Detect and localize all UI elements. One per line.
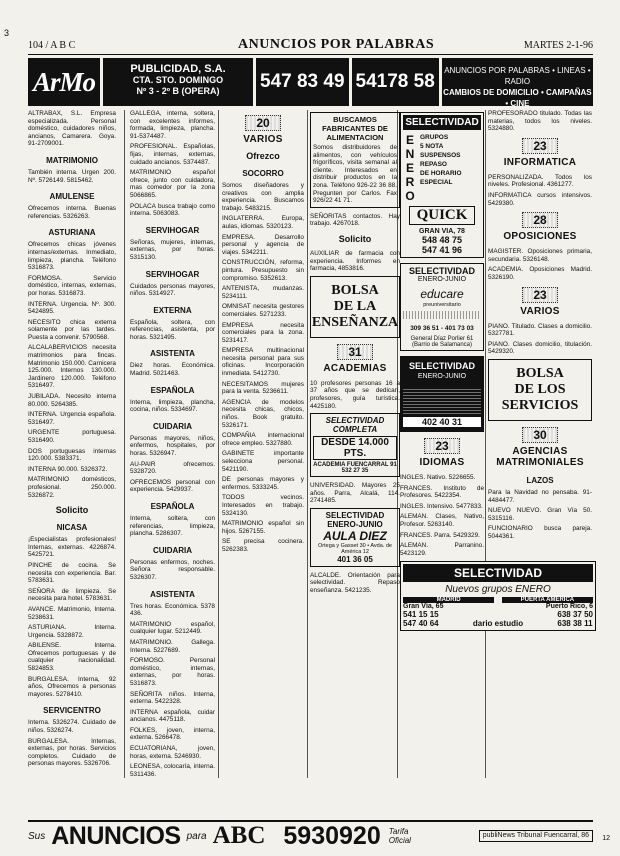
section-title: ANUNCIOS POR PALABRAS <box>238 37 435 52</box>
quick-phone: 547 41 96 <box>421 245 463 255</box>
classified-ad: MATRIMONIO domésticos, profesional. 250.000. 5326872. <box>28 476 116 499</box>
educare-ad <box>400 263 484 351</box>
section-name: AGENCIAS MATRIMONIALES <box>496 445 584 468</box>
column-divider <box>485 110 486 778</box>
footer-anuncios: ANUNCIOS <box>51 821 181 850</box>
classified-ad: COMPAÑIA internacional ofrece empleo. 5327880. <box>222 432 304 447</box>
boxed-ad <box>310 112 400 208</box>
ad-heading: SERVICENTRO <box>43 706 101 716</box>
subsection-title: Solicito <box>55 505 89 516</box>
selectividad-item: DE HORARIO <box>420 170 462 177</box>
classified-ad: ALEMAN. Parranino. 5423129. <box>400 542 484 557</box>
educare-phones: 309 36 51 - 401 73 03 <box>410 325 474 332</box>
selectividad-sub: ACADEMIA FUENCARRAL 91 532 27 35 <box>313 462 397 475</box>
page-number: 104 / A B C <box>28 40 76 51</box>
selectividad-title: SELECTIVIDAD COMPLETA <box>325 416 385 435</box>
month-letter: E <box>405 133 414 147</box>
classified-ad: ACADEMIA. Oposiciones Madrid. 5326190. <box>488 266 592 281</box>
classified-ad: URGENTE portuguesa. 5316490. <box>28 429 116 444</box>
section-header <box>488 137 592 168</box>
classified-ad: FUNCIONARIO busca pareja. 5044361. <box>488 525 592 540</box>
section-name: ACADEMIAS <box>323 362 387 374</box>
selectividad-items <box>420 133 462 203</box>
classified-ad: AGENCIA de modelos necesita chicas, chicos, niños. Book gratuito. 5326171. <box>222 398 304 429</box>
footer-phone: 5930920 <box>283 821 381 850</box>
classified-ad: PROFESORADO titulado. Todas las materias, todos los niveles. 5324880. <box>488 110 592 133</box>
classified-ad: Cuidados personas mayores, niños. 5314927. <box>130 282 215 298</box>
classified-ad: ALEMAN. Clases, Nativo, Profesor. 5263140. <box>400 513 484 528</box>
selectividad-ad <box>310 413 400 477</box>
dario-addr: Puerto Rico, 6 <box>545 603 593 611</box>
idiomas-block <box>400 437 484 557</box>
ad-heading: LAZOS <box>526 475 554 485</box>
classified-ad: NECESITO chica externa solamente por las tardes. Puesta a convenir. 5790568. <box>28 318 116 341</box>
aula-name: AULA DIEZ <box>323 528 387 543</box>
armo-services <box>442 58 593 106</box>
dario-phone-col <box>403 610 439 628</box>
aula-title: SELECTIVIDAD ENERO-JUNIO <box>325 510 385 529</box>
classified-ad: FRANCES. Parra. 5429329. <box>400 531 480 539</box>
column-divider <box>307 110 308 778</box>
selectividad-item: REPASO <box>420 161 447 168</box>
classified-ad: FRANCES. Instituto de Profesores. 5422354. <box>400 484 484 500</box>
classified-ad: MATRIMONIO. Gallega. Interna. 5227689. <box>130 638 215 654</box>
educare-sub: ENERO-JUNIO <box>417 276 467 283</box>
armo-line: CTA. STO. DOMINGO <box>132 75 224 85</box>
selectividad-item: GRUPOS <box>420 134 449 141</box>
dario-city: PUERTA AMERICA <box>502 597 593 603</box>
page-header <box>28 38 593 55</box>
issue-date: MARTES 2-1-96 <box>523 40 593 51</box>
classified-ad: ALCALDE. Orientación para selectividad. Repaso enseñanza. 5421235. <box>310 571 400 595</box>
section-header <box>400 437 484 468</box>
classified-ad: Somos diseñadores y creativos con amplia experiencia. Buscamos trabajo. 5483215. <box>222 182 304 212</box>
dark-phone: 402 40 31 <box>403 417 481 427</box>
dario-phone: 638 37 50 <box>557 610 593 620</box>
classified-ad: SEÑORITAS contactos. Hay trabajo. 4267018. <box>310 212 400 228</box>
footer-tribunal: publiNews Tribunal Fuencarral, 86 <box>479 830 593 842</box>
footer-para: para <box>186 830 207 842</box>
selectividad-item: SUSPENSOS <box>420 152 461 159</box>
classified-ad: ECUATORIANA, joven, horas, externa. 5246930. <box>130 745 215 760</box>
classified-ad: UNIVERSIDAD. Mayores 25 años. Parra, Alcalá, 114. 2741485. <box>310 482 400 505</box>
classified-ad: Personas mayores, niños, enfermos, hospitales, por horas. 5326947. <box>130 434 215 458</box>
section-number: 31 <box>337 344 372 360</box>
aula-diez-ad <box>310 508 400 567</box>
classified-ad: MATRIMONIO español ofrece, junto con cuidadora, mas comedor por la zona 5066865. <box>130 169 215 199</box>
classified-ad: AUXILIAR de farmacia con experiencia. Informes en farmacia, 4853816. <box>310 249 400 273</box>
dark-title: SELECTIVIDAD <box>408 361 475 371</box>
classified-ad: JUBILADA. Necesito interna 80.000. 5264385. <box>28 393 116 408</box>
dario-phone-col <box>557 610 593 628</box>
column-2 <box>130 110 215 778</box>
footer-abc: ABC <box>212 822 266 849</box>
bolsa-line: SERVICIOS <box>501 397 579 413</box>
bolsa-line: ENSEÑANZA <box>311 314 399 330</box>
column-3 <box>222 110 304 778</box>
section-header <box>310 343 400 374</box>
classified-ad: MAGISTER. Oposiciones primaria, secundaria. 5326148. <box>488 248 592 263</box>
dario-brand: dario estudio <box>472 619 524 629</box>
column-6 <box>488 110 592 778</box>
classified-ad: AVANCE. Matrimonio, Interna. 5238631. <box>28 605 116 621</box>
dario-phone: 638 38 11 <box>557 619 593 629</box>
selectividad-price: DESDE 14.000 PTS. <box>313 436 397 460</box>
classified-ad: INTERNA. Urgencia española. 5316497. <box>28 411 116 426</box>
bolsa-line: BOLSA <box>516 365 564 381</box>
dario-sub: Nuevos grupos ENERO <box>445 584 551 596</box>
classified-ad: PIANO. Clases domicilio, titulación. 5429320. <box>488 340 592 356</box>
classified-ad: SEÑORITA niños. Interna, externa. 5422328. <box>130 690 215 706</box>
dario-estudio-ad <box>400 561 596 631</box>
classified-ad: TODOS vecinos. Interesados en trabajo. 5324130. <box>222 494 304 517</box>
armo-line: PUBLICIDAD, S.A. <box>130 63 226 75</box>
classified-ad: NECESITAMOS mujeres para la venta. 5236611. <box>222 380 304 396</box>
month-letter: R <box>405 175 415 189</box>
services-line: CAMBIOS DE DOMICILIO • CAMPAÑAS • CINE <box>443 88 592 108</box>
educare-title: SELECTIVIDAD <box>408 266 475 276</box>
classified-ad: INGLES. Nativo. 5226655. <box>400 474 476 481</box>
aula-sub: Ortega y Gasset 30 • Avda. de América 12 <box>318 542 392 555</box>
column-1 <box>28 110 116 778</box>
bolsa-box <box>488 359 592 421</box>
footer-sus: Sus <box>28 830 46 842</box>
classified-ad: OMNISAT necesita gestores comerciales. 5271233. <box>222 303 304 318</box>
classified-ad: Ofrecemos interna. Buenas referencias. 5326263. <box>28 205 116 220</box>
classified-ad: INTERNA 90.000. 5326372. <box>28 465 108 473</box>
section-name: IDIOMAS <box>419 457 465 468</box>
dario-addr: Gran Vía, 65 <box>403 603 444 611</box>
section-name: OPOSICIONES <box>503 231 577 243</box>
ad-heading: MATRIMONIO <box>46 155 98 165</box>
section-header <box>488 426 592 468</box>
dario-city: MADRID <box>403 597 494 603</box>
classified-ad: PINCHE de cocina. Se necesita con experiencia. Bar. 5783631. <box>28 561 116 585</box>
classified-ad: Personas enfermos, noches. Señora responsable. 5326307. <box>130 558 215 581</box>
section-header <box>488 211 592 242</box>
bolsa-line: DE LOS <box>514 381 566 397</box>
section-number: 20 <box>245 115 280 131</box>
classified-ad: FOLKES, joven, interna, externa. 5266478. <box>130 726 215 742</box>
classified-ad: Interna, soltera, con referencias, limpieza, plancha. 5286307. <box>130 515 215 538</box>
section-number: 23 <box>424 438 459 454</box>
aula-phone: 401 36 05 <box>337 554 373 564</box>
classified-ad: GALLEGA, interna, soltera, con excelentes informes, formada, limpieza, plancha. 91-5374487. <box>130 110 215 140</box>
classified-ad: SE precisa cocinera. 5262383. <box>222 538 304 553</box>
services-line: ANUNCIOS POR PALABRAS • LINEAS • RADIO <box>444 66 591 86</box>
page-corner-mark: 3 <box>4 28 10 38</box>
armo-address <box>103 58 253 106</box>
classified-ad: PIANO. Titulado. Clases a domicilio. 5327781. <box>488 322 592 338</box>
ad-heading: ESPAÑOLA <box>150 385 195 395</box>
classified-ad: Ofrecemos chicas jóvenes internas/externas. Inmediato, limpieza, plancha. Teléfono 5316873. <box>28 241 116 272</box>
selectividad-title: SELECTIVIDAD <box>403 115 481 130</box>
ad-heading: ESPAÑOLA <box>150 502 195 511</box>
classified-ad: CONSTRUCCIÓN, reforma, pintura. Presupuesto sin compromiso. 5352613. <box>222 259 304 282</box>
classified-ad: MATRIMONIO español sin hijos. 5267155. <box>222 520 304 535</box>
educare-stripe <box>403 311 481 319</box>
classified-ad: FORMOSA. Servicio doméstico, internas, externas, por horas. 5316873. <box>28 274 116 297</box>
section-number: 30 <box>522 427 557 443</box>
month-letter: N <box>405 147 415 161</box>
classified-ad: MATRIMONIO español, cualquier lugar. 5212449. <box>130 620 215 636</box>
armo-phone-1: 547 83 49 <box>256 58 349 106</box>
subsection-title: Ofrezco <box>246 151 280 161</box>
ad-heading: NICASA <box>56 523 88 533</box>
armo-line: Nº 3 - 2º B (OPERA) <box>136 86 220 96</box>
classified-ad: Diez horas. Económica. Madrid. 5021463. <box>130 362 215 378</box>
quick-address: GRAN VIA, 78 <box>419 228 465 235</box>
section-header <box>222 114 304 145</box>
classified-ad: ASTURIANA. Interna. Urgencia. 5328872. <box>28 624 116 639</box>
ad-heading: EXTERNA <box>153 305 192 315</box>
ad-heading: AMULENSE <box>49 192 95 202</box>
section-number: 23 <box>522 287 557 303</box>
ad-heading: SERVIHOGAR <box>145 269 200 279</box>
classified-ad: AU-PAIR ofrecemos. 5328720. <box>130 460 215 476</box>
section-name: VARIOS <box>520 305 560 317</box>
column-divider <box>124 110 125 778</box>
classified-ad: También interna. Urgen 200. Nº. 5726149. 5815462. <box>28 168 116 184</box>
classified-ad: EMPRESA. Desarrollo personal y agencia de viajes. 5342211. <box>222 233 304 256</box>
classified-ad: PROFESIONAL. Españolas, fijas, internas, externas, cuidado ancianos. 5374487. <box>130 143 215 166</box>
classified-ad: INTERNA española, cuidar ancianos. 4475118. <box>130 708 215 724</box>
educare-address: General Díaz Porlier 61 (Barrio de Salamanca) <box>410 336 474 348</box>
classified-ad: POLACA busca trabajo como interna. 5063083. <box>130 202 215 218</box>
classified-ad: Señoras, mujeres, internas, externas, por horas. 5315130. <box>130 238 215 261</box>
ad-heading: ASISTENTA <box>150 589 195 599</box>
selectividad-item: 5 NOTA <box>420 143 444 150</box>
section-name: VARIOS <box>243 134 283 145</box>
armo-banner <box>28 58 593 106</box>
educare-brand: educare <box>420 287 464 301</box>
column-4 <box>310 110 400 778</box>
classified-ad: SEÑORA de limpieza. Se necesita para hotel. 5783631. <box>28 587 116 603</box>
ad-heading: ASISTENTA <box>150 349 195 359</box>
section-number: 23 <box>522 138 557 154</box>
dario-addrs <box>403 603 593 610</box>
section-name: INFORMATICA <box>503 156 577 168</box>
classified-ad: LEONESA, colocaría, interna. 5311436. <box>130 763 215 778</box>
classified-ad: ALTRABAX, S.L. Empresa especializada. Personal doméstico, cuidadores niños, ancianos, Camarera. Goya. 91-2709001. <box>28 110 116 148</box>
subsection-title: Solicito <box>338 233 372 244</box>
classified-ad: OFRECEMOS personal con experiencia. 5429937. <box>130 478 215 494</box>
classified-ad: Interna. 5326274. Cuidado de niños. 5326274. <box>28 719 116 735</box>
classified-ad: EMPRESA necesita comerciales para la zona. 5231417. <box>222 321 304 344</box>
quick-logo: QUICK <box>409 206 475 225</box>
classified-ad: ABILENSE. Interna. Ofrecemos portuguesas y de cualquier nacionalidad. 5824853. <box>28 642 116 673</box>
section-number: 28 <box>522 212 557 228</box>
classified-ad: 10 profesores personas 16 a 37 años que se dedican, profesores, guía turística. 4425180. <box>310 379 400 410</box>
classified-ad: DOS portuguesas internas 120.000. 5383371. <box>28 447 116 463</box>
armo-logo: ArMo <box>28 58 100 106</box>
classified-ad: ¡Especialistas profesionales! Internas, externas. 4226874. 5425721. <box>28 536 116 559</box>
ad-heading: CUIDARIA <box>152 545 193 555</box>
ad-heading: ASTURIANA <box>48 228 96 238</box>
dario-phones <box>403 610 593 628</box>
boxed-ad-text: Somos distribuidores de alimentos, con vehículos frigoríficos, visita semanal al cliente. Interesados en distribuir productos en la zona. Teléfono 926-22 36 88. Pregunten por Carlos. Fax 926/22 41 71. <box>313 144 397 205</box>
selectividad-body <box>403 133 481 203</box>
section-header <box>488 286 592 317</box>
boxed-ad-title: BUSCAMOS FABRICANTES DE ALIMENTACION <box>322 115 388 142</box>
classified-ad: Interna, limpieza, plancha, cocina, niños. 5334697. <box>130 398 215 414</box>
classified-ad: Para la Navidad no pensaba. 91-4484477. <box>488 488 592 504</box>
classified-ad: INGLATERRA. Europa, aulas, idiomas. 5320123. <box>222 215 304 230</box>
classified-ad: INGLES. Intensivo. 5477833. <box>400 502 483 510</box>
bolsa-box <box>310 276 400 338</box>
footer-tarifa: Tarifa Oficial <box>388 827 411 845</box>
classified-ad: Española, soltera, con referencias, asistenta, por horas. 5321495. <box>130 318 215 341</box>
selectividad-dark-ad <box>400 356 484 432</box>
classified-ad: GABINETE importante selecciona personal. 5421190. <box>222 450 304 473</box>
classified-ad: Tres horas. Económica. 5378 436. <box>130 602 215 618</box>
classified-ad: ALCALABERVICIOS necesita matrimonios para fincas. Matrimonio 150.000. Carnicera 125.000. Internos 130.000. Jardinero 120.000. Teléfono 5316497. <box>28 344 116 390</box>
classified-ad: INFORMATICA cursos intensivos. 5429380. <box>488 191 592 207</box>
classified-ad: INTERNA. Urgencia. Nº. 300. 5424895. <box>28 300 116 316</box>
classified-ad: PERSONALIZADA. Todos los niveles. Profesional. 4361277. <box>488 173 592 189</box>
dario-phone: 541 15 15 <box>403 610 439 620</box>
dark-stripe <box>403 388 481 414</box>
month-letter: E <box>405 161 414 175</box>
bolsa-line: DE LA <box>333 298 377 314</box>
bolsa-line: BOLSA <box>331 282 379 298</box>
classified-ad: DE personas mayores y enfermos. 5333245. <box>222 476 304 491</box>
armo-phone-2: 54178 58 <box>352 58 439 106</box>
ad-heading: SERVIHOGAR <box>145 225 200 235</box>
classified-ad: BURGALESA. Interna, 92 años, Ofrecemos a personas mayores. 5278410. <box>28 675 116 698</box>
dario-title: SELECTIVIDAD <box>403 564 593 582</box>
selectividad-item: ESPECIAL <box>420 179 453 186</box>
corner-number: 12 <box>602 835 610 842</box>
dario-phone: 547 40 64 <box>403 619 439 629</box>
column-divider <box>218 110 219 778</box>
footer-banner <box>28 820 593 850</box>
quick-phone: 548 48 75 <box>421 235 463 245</box>
classified-ad: NUEVO NUEVO. Gran Vía 50. 5315116. <box>488 507 592 522</box>
classified-ad: BURGALESA. Internas, externas, por horas. Servicios completos. Cuidado de personas mayores. 5326706. <box>28 737 116 768</box>
classified-ad: ANTENISTA, mudanzas. 5234111. <box>222 285 304 300</box>
educare-tag: preuniversitario <box>423 302 461 308</box>
month-letter: O <box>405 189 415 203</box>
month-vertical <box>403 133 417 203</box>
classified-ad: FORMOSO. Personal doméstico, internas, externas, por horas. 5316873. <box>130 657 215 687</box>
dark-sub: ENERO-JUNIO <box>417 373 467 380</box>
ad-heading: CUIDARIA <box>152 421 193 431</box>
selectividad-enero-ad <box>400 112 484 258</box>
classified-ad: EMPRESA multinacional necesita personal para sus oficinas. Incorporación inmediata. 5412730. <box>222 347 304 378</box>
ad-heading: SOCORRO <box>242 169 284 178</box>
